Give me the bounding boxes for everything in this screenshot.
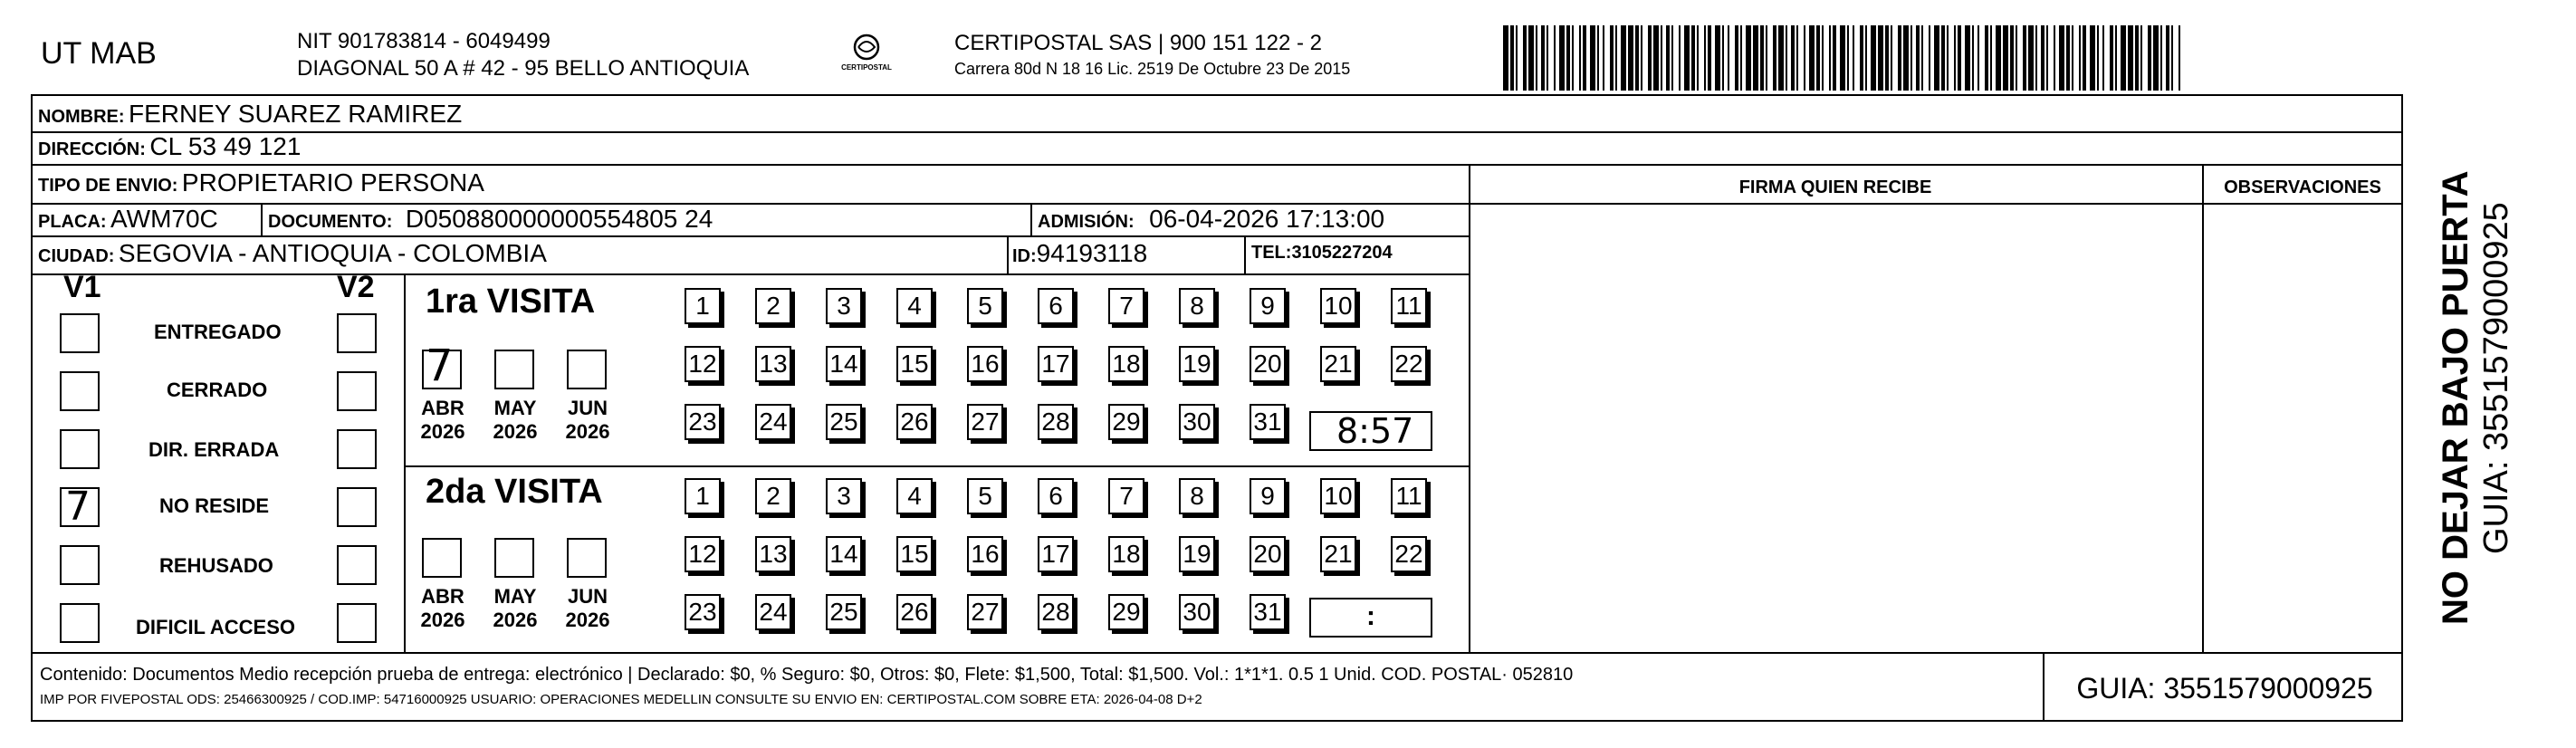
- barcode-bar: [2041, 25, 2045, 91]
- month-abr-mark: 7: [426, 340, 454, 391]
- no-reside-mark: 7: [65, 484, 91, 530]
- second-visit-time-box[interactable]: [1309, 598, 1432, 638]
- barcode-bar: [2090, 25, 2095, 91]
- first-visit-day-15[interactable]: 15: [896, 346, 933, 382]
- barcode-bar: [1735, 25, 1738, 91]
- barcode-bar: [1722, 25, 1724, 91]
- firma-header: [1469, 177, 2202, 198]
- barcode-bar: [1833, 25, 1836, 91]
- first-visit-day-11[interactable]: 11: [1391, 288, 1427, 324]
- first-visit-day-5[interactable]: 5: [967, 288, 1003, 324]
- status-entregado: ENTREGADO: [154, 321, 282, 343]
- status-cerrado: CERRADO: [167, 379, 268, 401]
- first-visit-day-3[interactable]: 3: [826, 288, 862, 324]
- first-visit-day-13[interactable]: 13: [755, 346, 791, 382]
- tipo-row: [38, 168, 484, 197]
- ciudad-value: SEGOVIA - ANTIOQUIA - COLOMBIA: [118, 239, 547, 267]
- barcode-bar: [1910, 25, 1912, 91]
- barcode-bar: [2148, 25, 2151, 91]
- barcode-bar: [1809, 25, 1815, 91]
- placa-label: PLACA:: [38, 212, 107, 232]
- barcode-bar: [1697, 25, 1699, 91]
- ciudad-row: [38, 239, 547, 268]
- documento-value: D050880000000554805 24: [405, 205, 713, 233]
- barcode-bar: [1786, 25, 1787, 91]
- barcode-bar: [1847, 25, 1849, 91]
- barcode-bar: [2083, 25, 2086, 91]
- first-visit-day-6[interactable]: 6: [1038, 288, 1074, 324]
- first-visit-time: 8:57: [1336, 411, 1414, 451]
- barcode-bar: [1547, 25, 1548, 91]
- barcode-bar: [2179, 25, 2180, 91]
- v1-entregado-checkbox[interactable]: [60, 313, 100, 353]
- barcode-bar: [1740, 25, 1742, 91]
- year-label: 2026: [565, 609, 610, 631]
- barcode-bar: [2153, 25, 2159, 91]
- barcode-bar: [1916, 25, 1920, 91]
- first-visit-time-box[interactable]: [1309, 411, 1432, 451]
- second-visit-day-27[interactable]: 27: [967, 594, 1003, 630]
- barcode-bar: [1510, 25, 1514, 91]
- second-visit-day-19[interactable]: 19: [1179, 536, 1215, 572]
- status-rehusado: REHUSADO: [159, 554, 273, 577]
- tipo-value: PROPIETARIO PERSONA: [181, 168, 484, 197]
- barcode-bar: [1579, 25, 1581, 91]
- barcode-bar: [1559, 25, 1565, 91]
- barcode-bar: [1934, 25, 1939, 91]
- barcode-bar: [1635, 25, 1639, 91]
- barcode-bar: [1773, 25, 1776, 91]
- barcode-bar: [1860, 25, 1863, 91]
- v2-dir-errada-checkbox[interactable]: [337, 429, 377, 469]
- barcode-bar: [1878, 25, 1883, 91]
- second-visit-day-26[interactable]: 26: [896, 594, 933, 630]
- barcode-bar: [2097, 25, 2099, 91]
- barcode-bar: [2035, 25, 2037, 91]
- barcode-bar: [1704, 25, 1706, 91]
- first-visit-day-12[interactable]: 12: [685, 346, 721, 382]
- v1-label: V1: [63, 270, 101, 304]
- barcode-bar: [1760, 25, 1764, 91]
- barcode-bar: [1715, 25, 1720, 91]
- barcode-bar: [2003, 25, 2008, 91]
- barcode-bar: [1885, 25, 1889, 91]
- barcode-bar: [1947, 25, 1949, 91]
- tipo-label: TIPO DE ENVIO:: [38, 176, 178, 196]
- second-visit-day-11[interactable]: 11: [1391, 478, 1427, 514]
- barcode-bar: [1590, 25, 1595, 91]
- barcode-bar: [2028, 25, 2034, 91]
- barcode-bar: [2110, 25, 2113, 91]
- second-visit-title: 2da VISITA: [426, 473, 603, 511]
- tel-row: [1251, 243, 1393, 264]
- barcode-bar: [1610, 25, 1614, 91]
- second-visit-day-2[interactable]: 2: [755, 478, 791, 514]
- tel-label: TEL:: [1251, 243, 1292, 263]
- first-visit-day-18[interactable]: 18: [1108, 346, 1144, 382]
- second-visit-day-4[interactable]: 4: [896, 478, 933, 514]
- barcode-bar: [1804, 25, 1805, 91]
- nombre-value: FERNEY SUAREZ RAMIREZ: [129, 100, 463, 128]
- barcode-bar: [1615, 25, 1617, 91]
- month-checkbox-may[interactable]: [494, 538, 534, 578]
- month-label-abr: ABR: [421, 585, 464, 608]
- barcode-bar: [1865, 25, 1867, 91]
- ut-label: UT MAB: [41, 36, 157, 71]
- first-visit-day-14[interactable]: 14: [826, 346, 862, 382]
- second-visit-day-20[interactable]: 20: [1250, 536, 1286, 572]
- v2-entregado-checkbox[interactable]: [337, 313, 377, 353]
- v2-label: V2: [337, 270, 375, 304]
- first-visit-day-2[interactable]: 2: [755, 288, 791, 324]
- first-visit-day-24[interactable]: 24: [755, 404, 791, 440]
- first-visit-day-8[interactable]: 8: [1179, 288, 1215, 324]
- barcode-bar: [1523, 25, 1527, 91]
- barcode-bar: [1708, 25, 1711, 91]
- second-visit-day-28[interactable]: 28: [1038, 594, 1074, 630]
- v1-dir-errada-checkbox[interactable]: [60, 429, 100, 469]
- year-label: 2026: [493, 420, 538, 443]
- second-visit-time: :: [1366, 601, 1375, 631]
- placa-value: AWM70C: [110, 205, 218, 233]
- month-label-jun: JUN: [567, 397, 608, 419]
- barcode-bar: [2102, 25, 2104, 91]
- second-visit-day-31[interactable]: 31: [1250, 594, 1286, 630]
- month-label-may: MAY: [493, 397, 537, 419]
- barcode-bar: [1985, 25, 1988, 91]
- barcode-bar: [1503, 25, 1508, 91]
- first-visit-day-23[interactable]: 23: [685, 404, 721, 440]
- barcode-bar: [1990, 25, 1992, 91]
- certipostal-logo: [833, 33, 900, 78]
- barcode-bar: [1921, 25, 1923, 91]
- first-visit-day-25[interactable]: 25: [826, 404, 862, 440]
- month-checkbox-abr[interactable]: [422, 538, 462, 578]
- first-visit-day-31[interactable]: 31: [1250, 404, 1286, 440]
- company-address: Carrera 80d N 18 16 Lic. 2519 De Octubre 23 De 2015: [954, 60, 1351, 78]
- documento-row: [268, 205, 713, 234]
- barcode-bar: [2171, 25, 2173, 91]
- v1-cerrado-checkbox[interactable]: [60, 371, 100, 411]
- barcode-bar: [2059, 25, 2064, 91]
- second-visit-day-15[interactable]: 15: [896, 536, 933, 572]
- direccion-row: [38, 132, 301, 161]
- second-visit-day-22[interactable]: 22: [1391, 536, 1427, 572]
- barcode-bar: [1679, 25, 1681, 91]
- barcode-bar: [1541, 25, 1545, 91]
- second-visit-day-21[interactable]: 21: [1320, 536, 1356, 572]
- first-visit-day-16[interactable]: 16: [967, 346, 1003, 382]
- barcode-bar: [2115, 25, 2117, 91]
- status-no-reside: NO RESIDE: [159, 494, 270, 517]
- barcode-bar: [1661, 25, 1662, 91]
- barcode-bar: [1871, 25, 1876, 91]
- id-label: ID:: [1012, 246, 1037, 266]
- barcode-bar: [1791, 25, 1795, 91]
- second-visit-day-3[interactable]: 3: [826, 478, 862, 514]
- barcode-bar: [1528, 25, 1534, 91]
- barcode-bar: [2016, 25, 2017, 91]
- first-visit-day-21[interactable]: 21: [1320, 346, 1356, 382]
- footer-guia: GUIA: 3551579000925: [2076, 672, 2373, 705]
- month-label-abr: ABR: [421, 397, 464, 419]
- barcode-bar: [1796, 25, 1798, 91]
- barcode-bar: [2160, 25, 2162, 91]
- ciudad-label: CIUDAD:: [38, 246, 115, 266]
- barcode-bar: [1816, 25, 1820, 91]
- barcode-bar: [1554, 25, 1556, 91]
- first-visit-day-26[interactable]: 26: [896, 404, 933, 440]
- second-visit-day-16[interactable]: 16: [967, 536, 1003, 572]
- first-visit-day-22[interactable]: 22: [1391, 346, 1427, 382]
- direccion-value: CL 53 49 121: [149, 132, 302, 160]
- barcode-bar: [2135, 25, 2139, 91]
- second-visit-day-7[interactable]: 7: [1108, 478, 1144, 514]
- year-label: 2026: [565, 420, 610, 443]
- first-visit-day-1[interactable]: 1: [685, 288, 721, 324]
- second-visit-day-17[interactable]: 17: [1038, 536, 1074, 572]
- company-name: CERTIPOSTAL SAS | 900 151 122 - 2: [954, 31, 1322, 55]
- observaciones-header: [2202, 177, 2403, 198]
- barcode-bar: [2140, 25, 2142, 91]
- observaciones-label: OBSERVACIONES: [2224, 177, 2381, 197]
- direccion-label: DIRECCIÓN:: [38, 139, 146, 159]
- second-visit-day-6[interactable]: 6: [1038, 478, 1074, 514]
- v2-no-reside-checkbox[interactable]: [337, 487, 377, 527]
- barcode-bar: [1621, 25, 1626, 91]
- barcode-bar: [1628, 25, 1633, 91]
- barcode-bar: [1954, 25, 1956, 91]
- first-visit-day-4[interactable]: 4: [896, 288, 933, 324]
- second-visit-day-10[interactable]: 10: [1320, 478, 1356, 514]
- v2-dificil-acceso-checkbox[interactable]: [337, 603, 377, 643]
- barcode-bar: [1977, 25, 1979, 91]
- barcode-bar: [1766, 25, 1767, 91]
- first-visit-day-17[interactable]: 17: [1038, 346, 1074, 382]
- barcode-bar: [1653, 25, 1659, 91]
- barcode-bar: [1958, 25, 1961, 91]
- admision-row: [1038, 205, 1384, 234]
- id-value: 94193118: [1036, 239, 1148, 267]
- barcode-bar: [1648, 25, 1652, 91]
- first-visit-day-28[interactable]: 28: [1038, 404, 1074, 440]
- first-visit-day-7[interactable]: 7: [1108, 288, 1144, 324]
- barcode-bar: [1778, 25, 1784, 91]
- month-label-may: MAY: [493, 585, 537, 608]
- second-visit-day-8[interactable]: 8: [1179, 478, 1215, 514]
- footer-imp: IMP POR FIVEPOSTAL ODS: 25466300925 / COD.IMP: 54716000925 USUARIO: OPERACIONES MEDELLIN CONSULTE SU ENVIO EN: CERTIPOSTAL.COM SOBRE ETA: 2026-04-08 D+2: [40, 692, 1202, 707]
- month-checkbox-may[interactable]: [494, 350, 534, 389]
- barcode-bar: [2079, 25, 2081, 91]
- second-visit-day-25[interactable]: 25: [826, 594, 862, 630]
- barcode-bar: [1572, 25, 1574, 91]
- second-visit-day-1[interactable]: 1: [685, 478, 721, 514]
- barcode-bar: [2121, 25, 2126, 91]
- admision-value: 06-04-2026 17:13:00: [1149, 205, 1385, 233]
- second-visit-day-18[interactable]: 18: [1108, 536, 1144, 572]
- footer-contenido: Contenido: Documentos Medio recepción prueba de entrega: electrónico | Declarado: $0, % Seguro: $0, Otros: $0, Flete: $1,500, Total: $1,500. Vol.: 1*1*1. 0.5 1 Unid. COD. POSTAL· 052810: [40, 665, 1574, 685]
- year-label: 2026: [420, 420, 465, 443]
- barcode-bar: [1891, 25, 1892, 91]
- second-visit-day-14[interactable]: 14: [826, 536, 862, 572]
- month-label-jun: JUN: [567, 585, 608, 608]
- second-visit-day-29[interactable]: 29: [1108, 594, 1144, 630]
- v2-cerrado-checkbox[interactable]: [337, 371, 377, 411]
- year-label: 2026: [493, 609, 538, 631]
- status-dir-errada: DIR. ERRADA: [148, 438, 280, 461]
- barcode-bar: [2046, 25, 2048, 91]
- barcode-bar: [1583, 25, 1586, 91]
- barcode-bar: [2066, 25, 2070, 91]
- barcode-bar: [1746, 25, 1751, 91]
- second-visit-day-23[interactable]: 23: [685, 594, 721, 630]
- barcode-bar: [1728, 25, 1729, 91]
- first-visit-day-19[interactable]: 19: [1179, 346, 1215, 382]
- barcode-bar: [1822, 25, 1824, 91]
- barcode-bar: [2054, 25, 2055, 91]
- nombre-row: [38, 100, 462, 129]
- barcode-bar: [1691, 25, 1695, 91]
- barcode-bar: [1566, 25, 1570, 91]
- barcode-bar: [1753, 25, 1758, 91]
- side-guia: GUIA: 3551579000925: [2477, 202, 2515, 554]
- tel-value: 3105227204: [1291, 243, 1393, 263]
- barcode-bar: [1898, 25, 1901, 91]
- first-visit-day-30[interactable]: 30: [1179, 404, 1215, 440]
- barcode-bar: [1929, 25, 1930, 91]
- barcode-bar: [1671, 25, 1673, 91]
- barcode-bar: [1996, 25, 2001, 91]
- barcode-bar: [1603, 25, 1604, 91]
- barcode-bar: [1536, 25, 1537, 91]
- second-visit-day-24[interactable]: 24: [755, 594, 791, 630]
- v1-rehusado-checkbox[interactable]: [60, 545, 100, 585]
- v2-rehusado-checkbox[interactable]: [337, 545, 377, 585]
- barcode-bar: [1597, 25, 1599, 91]
- barcode-bar: [2023, 25, 2026, 91]
- second-visit-day-30[interactable]: 30: [1179, 594, 1215, 630]
- status-dificil-acceso: DIFICIL ACCESO: [136, 616, 296, 638]
- first-visit-day-9[interactable]: 9: [1250, 288, 1286, 324]
- barcode-bar: [1840, 25, 1845, 91]
- barcode-bar: [1853, 25, 1854, 91]
- barcode: [1503, 25, 2182, 91]
- barcode-bar: [1941, 25, 1945, 91]
- second-visit-day-9[interactable]: 9: [1250, 478, 1286, 514]
- nit-text: NIT 901783814 - 6049499: [297, 29, 551, 53]
- first-visit-title: 1ra VISITA: [426, 283, 596, 321]
- barcode-bar: [1965, 25, 1970, 91]
- v1-dificil-acceso-checkbox[interactable]: [60, 603, 100, 643]
- barcode-bar: [2166, 25, 2169, 91]
- id-row: [1012, 239, 1147, 268]
- barcode-bar: [2128, 25, 2133, 91]
- second-visit-day-12[interactable]: 12: [685, 536, 721, 572]
- admision-label: ADMISIÓN:: [1038, 212, 1135, 232]
- first-visit-day-27[interactable]: 27: [967, 404, 1003, 440]
- first-visit-day-10[interactable]: 10: [1320, 288, 1356, 324]
- barcode-bar: [2010, 25, 2014, 91]
- barcode-bar: [1641, 25, 1642, 91]
- documento-label: DOCUMENTO:: [268, 212, 393, 232]
- placa-row: [38, 205, 218, 234]
- first-visit-day-29[interactable]: 29: [1108, 404, 1144, 440]
- logo-text: CERTIPOSTAL: [841, 63, 892, 72]
- barcode-bar: [1903, 25, 1909, 91]
- month-checkbox-jun[interactable]: [567, 538, 607, 578]
- barcode-bar: [1684, 25, 1690, 91]
- barcode-bar: [1666, 25, 1670, 91]
- first-visit-day-20[interactable]: 20: [1250, 346, 1286, 382]
- month-checkbox-jun[interactable]: [567, 350, 607, 389]
- nombre-label: NOMBRE:: [38, 107, 125, 127]
- sender-address: DIAGONAL 50 A # 42 - 95 BELLO ANTIOQUIA: [297, 56, 750, 81]
- barcode-bar: [1972, 25, 1974, 91]
- second-visit-day-5[interactable]: 5: [967, 478, 1003, 514]
- year-label: 2026: [420, 609, 465, 631]
- side-note: NO DEJAR BAJO PUERTA: [2436, 170, 2475, 625]
- barcode-bar: [2072, 25, 2073, 91]
- second-visit-day-13[interactable]: 13: [755, 536, 791, 572]
- barcode-bar: [1829, 25, 1831, 91]
- barcode-bar: [1516, 25, 1518, 91]
- firma-label: FIRMA QUIEN RECIBE: [1738, 177, 1932, 197]
